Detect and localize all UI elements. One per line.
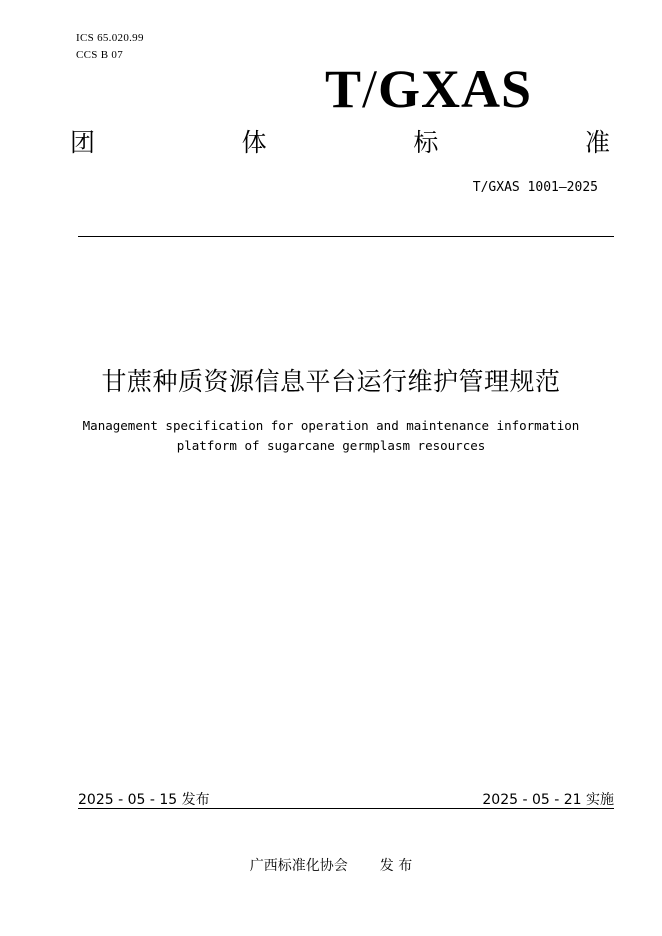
footer-divider — [78, 808, 614, 809]
title-english-line: platform of sugarcane germplasm resources — [176, 438, 486, 453]
title-english-line: Management specification for operation and maintenance information — [82, 418, 580, 433]
publisher-name: 广西标准化协会 — [249, 858, 348, 874]
title-chinese: 甘蔗种质资源信息平台运行维护管理规范 — [101, 367, 561, 396]
doc-kind-char: 标 — [413, 128, 439, 157]
document-kind — [70, 127, 610, 159]
publisher-line — [0, 855, 662, 875]
implementation-date: 2025 - 05 - 21 实施 — [482, 792, 614, 808]
standard-brand-mark — [325, 59, 533, 119]
header-divider — [78, 236, 614, 237]
issue-date: 2025 - 05 - 15 发布 — [78, 792, 210, 808]
ics-code: ICS 65.020.99 — [76, 32, 144, 44]
publisher-action: 发 布 — [379, 858, 413, 874]
doc-kind-char: 准 — [584, 128, 610, 157]
brand-org: GXAS — [378, 59, 533, 119]
doc-kind-char: 体 — [241, 128, 267, 157]
doc-kind-char: 团 — [70, 128, 96, 157]
ccs-code: CCS B 07 — [76, 49, 124, 61]
document-number: T/GXAS 1001—2025 — [472, 180, 598, 195]
brand-slash: / — [362, 59, 379, 119]
brand-t: T — [325, 59, 363, 119]
title-english — [0, 416, 662, 456]
